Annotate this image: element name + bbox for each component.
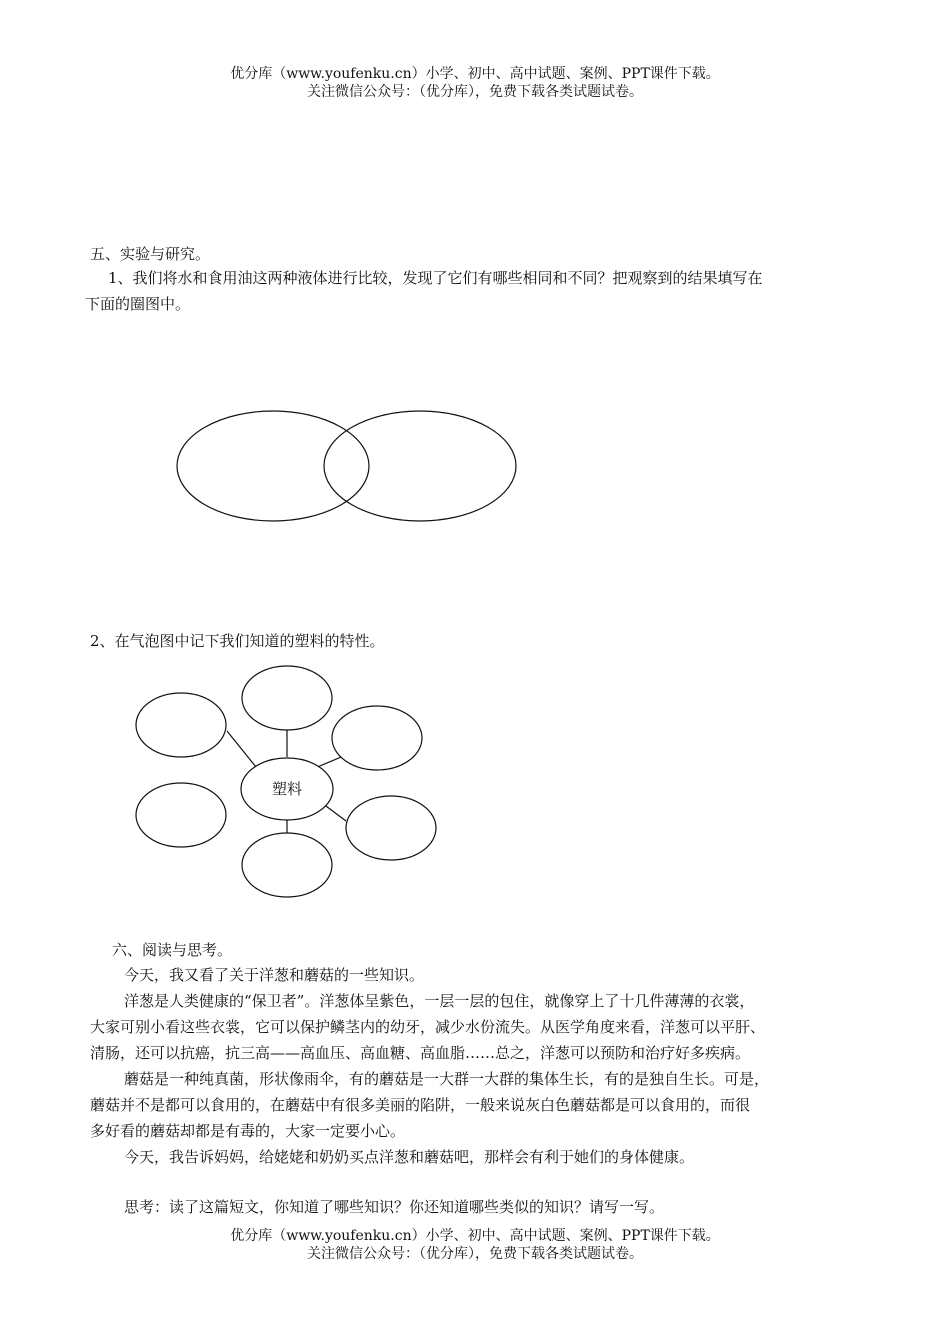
para-2-line-2: 大家可别小看这些衣裳，它可以保护鳞茎内的幼牙，减少水份流失。从医学角度来看，洋葱可以平肝、 xyxy=(90,1018,766,1036)
connector-upper-left xyxy=(227,731,256,767)
section-6-title: 六、阅读与思考。 xyxy=(112,941,233,959)
header-line-1: 优分库（www.youfenku.cn）小学、初中、高中试题、案例、PPT课件下载。 xyxy=(230,66,720,82)
q1-line-1: 1、我们将水和食用油这两种液体进行比较，发现了它们有哪些相同和不同？把观察到的结果填写在 xyxy=(108,269,763,287)
bubble-bottom xyxy=(242,833,332,897)
bubble-top xyxy=(242,666,332,730)
para-2-line-1: 洋葱是人类健康的“保卫者”。洋葱体呈紫色，一层一层的包住，就像穿上了十几件薄薄的衣裳， xyxy=(124,992,755,1010)
think-prompt: 思考：读了这篇短文，你知道了哪些知识？你还知道哪些类似的知识？请写一写。 xyxy=(124,1198,665,1216)
q2-text: 2、在气泡图中记下我们知道的塑料的特性。 xyxy=(90,632,385,650)
bubble-lower-right xyxy=(346,796,436,860)
connector-lower-right xyxy=(326,806,346,821)
para-1: 今天，我又看了关于洋葱和蘑菇的一些知识。 xyxy=(124,966,425,984)
q1-line-2: 下面的圈图中。 xyxy=(85,295,191,313)
bubble-upper-right xyxy=(332,706,422,770)
section-5-title: 五、实验与研究。 xyxy=(90,245,211,263)
para-3-line-2: 蘑菇并不是都可以食用的，在蘑菇中有很多美丽的陷阱，一般来说灰白色蘑菇都是可以食用的，而很 xyxy=(90,1096,751,1114)
bubble-lower-left xyxy=(136,783,226,847)
bubble-center-label: 塑料 xyxy=(271,780,303,798)
header-line-2: 关注微信公众号：（优分库），免费下载各类试题试卷。 xyxy=(307,84,643,100)
para-3-line-3: 多好看的蘑菇却都是有毒的，大家一定要小心。 xyxy=(90,1122,406,1140)
para-2-line-3: 清肠，还可以抗癌，抗三高——高血压、高血糖、高血脂……总之，洋葱可以预防和治疗好多疾病。 xyxy=(90,1044,751,1062)
footer-line-1: 优分库（www.youfenku.cn）小学、初中、高中试题、案例、PPT课件下载。 xyxy=(230,1228,720,1244)
bubble-upper-left xyxy=(136,693,226,757)
para-4: 今天，我告诉妈妈，给姥姥和奶奶买点洋葱和蘑菇吧，那样会有利于她们的身体健康。 xyxy=(124,1148,695,1166)
footer-line-2: 关注微信公众号：（优分库），免费下载各类试题试卷。 xyxy=(307,1246,643,1262)
para-3-line-1: 蘑菇是一种纯真菌，形状像雨伞，有的蘑菇是一大群一大群的集体生长，有的是独自生长。可是， xyxy=(124,1070,770,1088)
